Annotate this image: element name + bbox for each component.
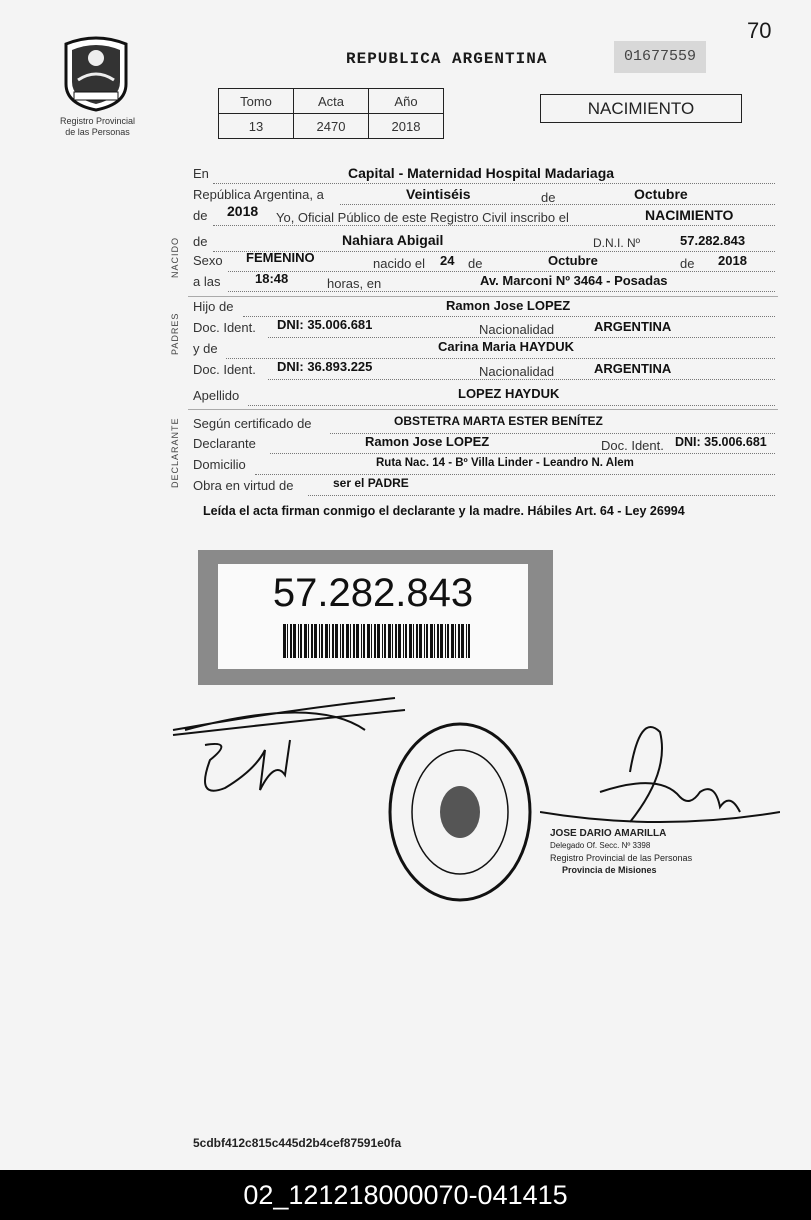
value-acta: 2470 bbox=[294, 114, 369, 139]
nac-dia-value: 24 bbox=[440, 253, 455, 268]
sexo-label: Sexo bbox=[193, 253, 223, 268]
madre-doc-value: DNI: 36.893.225 bbox=[277, 359, 373, 374]
nacido-el-label: nacido el bbox=[373, 256, 426, 271]
dni-value: 57.282.843 bbox=[680, 233, 746, 248]
section-label-nacido: NACIDO bbox=[170, 236, 180, 278]
nac-anio-value: 2018 bbox=[718, 253, 747, 268]
header-tomo: Tomo bbox=[219, 89, 294, 114]
value-anio: 2018 bbox=[369, 114, 444, 139]
de5-label: de bbox=[680, 256, 695, 271]
country-title: REPUBLICA ARGENTINA bbox=[346, 50, 548, 68]
serial-number: 01677559 bbox=[614, 41, 706, 73]
fill-line bbox=[228, 290, 775, 292]
de3-label: de bbox=[193, 234, 208, 249]
section-separator bbox=[188, 409, 778, 411]
doc-ident2-label: Doc. Ident. bbox=[193, 362, 256, 377]
en-label: En bbox=[193, 166, 209, 181]
official-info bbox=[550, 828, 692, 876]
closing-text: Leída el acta firman conmigo el declarante y la madre. Hábiles Art. 64 - Ley 26994 bbox=[203, 504, 685, 518]
declarante-label: Declarante bbox=[193, 436, 256, 451]
nacionalidad2-label: Nacionalidad bbox=[479, 364, 555, 379]
sexo-value: FEMENINO bbox=[246, 250, 315, 265]
fill-line bbox=[248, 404, 775, 406]
doc-ident3-label: Doc. Ident. bbox=[601, 438, 664, 453]
logo-caption-line2: de las Personas bbox=[65, 127, 130, 137]
domicilio-value: Ruta Nac. 14 - Bº Villa Linder - Leandro N. Alem bbox=[376, 457, 634, 469]
padre-nac-value: ARGENTINA bbox=[594, 319, 672, 334]
fill-line bbox=[270, 452, 775, 454]
obra-value: ser el PADRE bbox=[333, 476, 409, 490]
document-type-box: NACIMIENTO bbox=[540, 94, 742, 123]
official-office: Registro Provincial de las Personas bbox=[550, 853, 693, 863]
logo-caption bbox=[45, 116, 150, 138]
oficial-text: Yo, Oficial Público de este Registro Civil inscribo el bbox=[276, 210, 569, 225]
apellido-value: LOPEZ HAYDUK bbox=[458, 386, 560, 401]
nac-mes-value: Octubre bbox=[548, 253, 598, 268]
de-label: de bbox=[541, 190, 556, 205]
value-tomo: 13 bbox=[219, 114, 294, 139]
hijo-de-label: Hijo de bbox=[193, 299, 234, 314]
section-label-padres: PADRES bbox=[170, 312, 180, 355]
official-role: Delegado Of. Secc. Nº 3398 bbox=[550, 841, 651, 850]
domicilio-label: Domicilio bbox=[193, 457, 246, 472]
madre-value: Carina Maria HAYDUK bbox=[438, 339, 575, 354]
mes-value: Octubre bbox=[634, 186, 688, 202]
declarante-value: Ramon Jose LOPEZ bbox=[365, 434, 490, 449]
fill-line bbox=[340, 203, 775, 205]
dia-value: Veintiséis bbox=[406, 186, 471, 202]
obra-label: Obra en virtud de bbox=[193, 478, 294, 493]
dni-label: D.N.I. Nº bbox=[593, 236, 641, 250]
y-de-label: y de bbox=[193, 341, 218, 356]
footer-code: 02_121218000070-041415 bbox=[0, 1170, 811, 1220]
de4-label: de bbox=[468, 256, 483, 271]
republica-label: República Argentina, a bbox=[193, 187, 324, 202]
document-hash: 5cdbf412c815c445d2b4cef87591e0fa bbox=[193, 1136, 402, 1150]
section-label-declarante: DECLARANTE bbox=[170, 417, 180, 488]
acto-value: NACIMIENTO bbox=[645, 207, 734, 223]
horas-en-label: horas, en bbox=[327, 276, 382, 291]
fill-line bbox=[308, 494, 775, 496]
declarant-signature-icon bbox=[165, 690, 415, 810]
official-province: Provincia de Misiones bbox=[562, 865, 657, 875]
nombre-value: Nahiara Abigail bbox=[342, 232, 444, 248]
hora-value: 18:48 bbox=[255, 271, 289, 286]
padre-doc-value: DNI: 35.006.681 bbox=[277, 317, 373, 332]
nacionalidad-label: Nacionalidad bbox=[479, 322, 555, 337]
official-signature-icon bbox=[540, 712, 780, 832]
barcode-icon bbox=[283, 624, 473, 658]
header-acta: Acta bbox=[294, 89, 369, 114]
padre-value: Ramon Jose LOPEZ bbox=[446, 298, 571, 313]
declarante-doc-value: DNI: 35.006.681 bbox=[675, 435, 767, 449]
lugar-inscripcion-value: Capital - Maternidad Hospital Madariaga bbox=[348, 165, 615, 181]
dni-label-number: 57.282.843 bbox=[272, 571, 474, 615]
doc-ident-label: Doc. Ident. bbox=[193, 320, 256, 335]
de2-label: de bbox=[193, 208, 208, 223]
fill-line bbox=[213, 182, 775, 184]
register-table bbox=[218, 88, 444, 139]
lugar-nacimiento-value: Av. Marconi Nº 3464 - Posadas bbox=[480, 273, 668, 288]
apellido-label: Apellido bbox=[193, 388, 240, 403]
header-anio: Año bbox=[369, 89, 444, 114]
fill-line bbox=[255, 473, 775, 475]
logo-caption-line1: Registro Provincial bbox=[59, 116, 136, 126]
a-las-label: a las bbox=[193, 274, 221, 289]
madre-nac-value: ARGENTINA bbox=[594, 361, 672, 376]
official-stamp-icon bbox=[385, 718, 535, 906]
province-emblem-icon bbox=[60, 34, 132, 112]
page-number: 70 bbox=[747, 18, 772, 43]
certificado-label: Según certificado de bbox=[193, 416, 312, 431]
official-name: JOSE DARIO AMARILLA bbox=[550, 828, 667, 839]
anio-value: 2018 bbox=[227, 203, 259, 219]
certificado-value: OBSTETRA MARTA ESTER BENÍTEZ bbox=[394, 414, 603, 428]
